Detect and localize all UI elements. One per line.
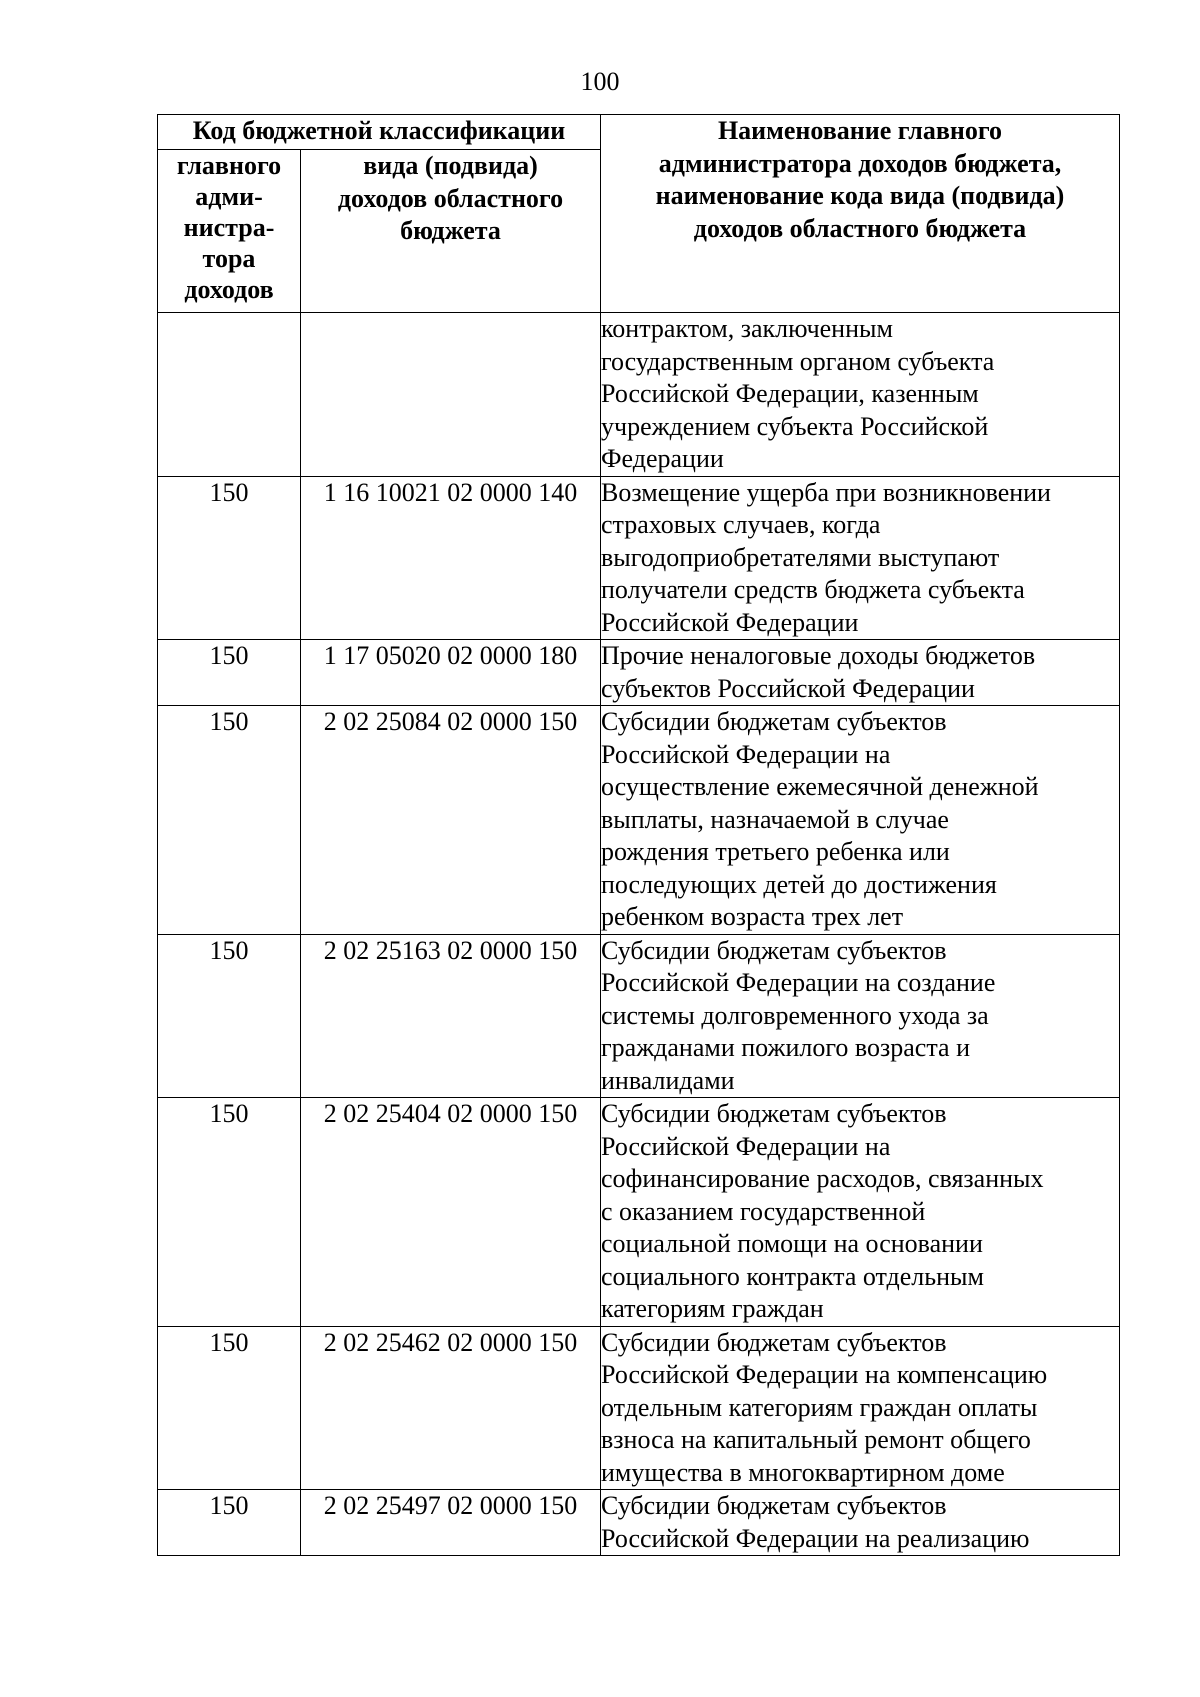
cell-revenue-name: Возмещение ущерба при возникновении страховых случаев, когда выгодоприобретателями выступают получатели средств бюджета субъекта Российской Федерации [601,476,1120,640]
cell-admin-code: 150 [158,640,301,706]
cell-revenue-name: Прочие неналоговые доходы бюджетов субъектов Российской Федерации [601,640,1120,706]
header-revenue-type-code: вида (подвида) доходов областного бюджета [301,150,601,313]
cell-revenue-code: 2 02 25404 02 0000 150 [301,1098,601,1327]
table-row [158,1326,1120,1490]
cell-admin-code: 150 [158,934,301,1098]
cell-admin-code: 150 [158,1098,301,1327]
budget-classification-table [157,114,1120,1556]
cell-revenue-code: 2 02 25462 02 0000 150 [301,1326,601,1490]
cell-admin-code: 150 [158,706,301,935]
header-budget-classification-code: Код бюджетной классификации [158,115,601,150]
cell-revenue-name: Субсидии бюджетам субъектов Российской Федерации на софинансирование расходов, связанных с оказанием государственной социальной помощи на основании социального контракта отдельным категориям граждан [601,1098,1120,1327]
table-row [158,476,1120,640]
cell-revenue-name: Субсидии бюджетам субъектов Российской Федерации на реализацию [601,1490,1120,1556]
cell-revenue-code [301,313,601,477]
page-number: 100 [580,67,620,96]
cell-admin-code [158,313,301,477]
cell-revenue-name: Субсидии бюджетам субъектов Российской Федерации на создание системы долговременного ухода за гражданами пожилого возраста и инвалидами [601,934,1120,1098]
header-name: Наименование главного администратора доходов бюджета, наименование кода вида (подвида) доходов областного бюджета [601,115,1120,313]
table-row [158,1490,1120,1556]
cell-revenue-name: Субсидии бюджетам субъектов Российской Федерации на компенсацию отдельным категориям граждан оплаты взноса на капитальный ремонт общего имущества в многоквартирном доме [601,1326,1120,1490]
cell-admin-code: 150 [158,476,301,640]
table-row [158,706,1120,935]
cell-revenue-code: 2 02 25163 02 0000 150 [301,934,601,1098]
cell-admin-code: 150 [158,1490,301,1556]
cell-revenue-name: контрактом, заключенным государственным органом субъекта Российской Федерации, казенным учреждением субъекта Российской Федерации [601,313,1120,477]
table-row [158,640,1120,706]
cell-revenue-code: 2 02 25497 02 0000 150 [301,1490,601,1556]
table-row [158,934,1120,1098]
cell-revenue-code: 1 16 10021 02 0000 140 [301,476,601,640]
cell-revenue-name: Субсидии бюджетам субъектов Российской Федерации на осуществление ежемесячной денежной выплаты, назначаемой в случае рождения третьего ребенка или последующих детей до достижения ребенком возраста трех лет [601,706,1120,935]
cell-admin-code: 150 [158,1326,301,1490]
table-row [158,1098,1120,1327]
table-row [158,313,1120,477]
cell-revenue-code: 2 02 25084 02 0000 150 [301,706,601,935]
cell-revenue-code: 1 17 05020 02 0000 180 [301,640,601,706]
table-header-row-top [158,115,1120,150]
header-chief-administrator: главного адми- нистра- тора доходов [158,150,301,313]
table-body [158,313,1120,1556]
